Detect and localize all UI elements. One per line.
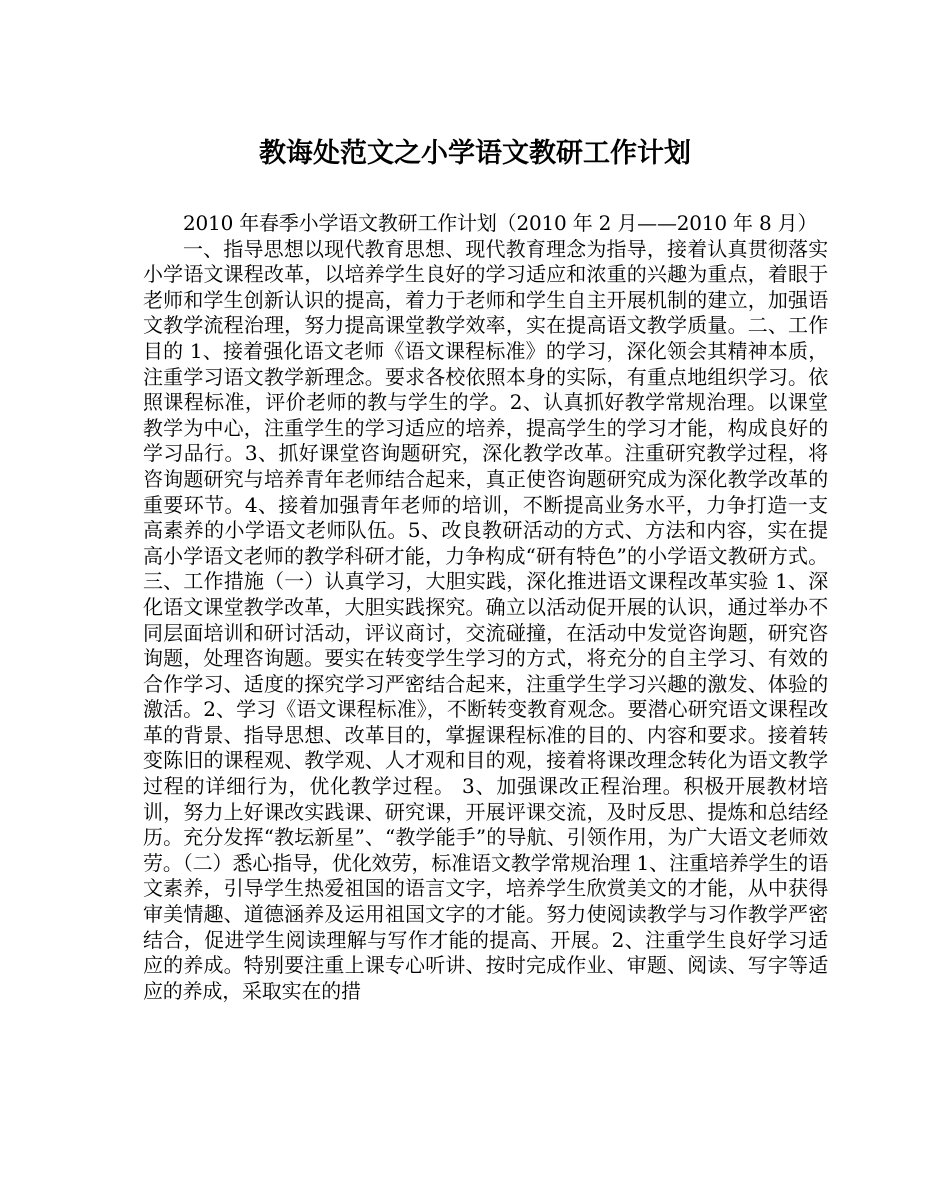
body-paragraph: 一、指导思想以现代教育思想、现代教育理念为指导，接着认真贯彻落实小学语文课程改革，以培养学生良好的学习适应和浓重的兴趣为重点，着眼于老师和学生创新认识的提高，着力于老师和学生自主开展机制的建立，加强语文教学流程治理，努力提高课堂教学效率，实在提高语文教学质量。二、工作目的 1、接着强化语文老师《语文课程标准》的学习，深化领会其精神本质，注重学习语文教学新理念。要求各校依照本身的实际，有重点地组织学习。依照课程标准，评价老师的教与学生的学。2、认真抓好教学常规治理。以课堂教学为中心，注重学生的学习适应的培养，提高学生的学习才能，构成良好的学习品行。3、抓好课堂咨询题研究，深化教学改革。注重研究教学过程，将咨询题研究与培养青年老师结合起来，真正使咨询题研究成为深化教学改革的重要环节。4、接着加强青年老师的培训，不断提高业务水平，力争打造一支高素养的小学语文老师队伍。5、改良教研活动的方式、方法和内容，实在提高小学语文老师的教学科研才能，力争构成“研有特色”的小学语文教研方式。三、工作措施（一）认真学习，大胆实践，深化推进语文课程改革实验 1、深化语文课堂教学改革，大胆实践探究。确立以活动促开展的认识，通过举办不同层面培训和研讨活动，评议商讨，交流碰撞，在活动中发觉咨询题，研究咨询题，处理咨询题。要实在转变学生学习的方式，将充分的自主学习、有效的合作学习、适度的探究学习严密结合起来，注重学生学习兴趣的激发、体验的激活。2、学习《语文课程标准》，不断转变教育观念。要潜心研究语文课程改革的背景、指导思想、改革目的，掌握课程标准的目的、内容和要求。接着转变陈旧的课程观、教学观、人才观和目的观，接着将课改理念转化为语文教学过程的详细行为，优化教学过程。 3、加强课改正程治理。积极开展教材培训，努力上好课改实践课、研究课，开展评课交流，及时反思、提炼和总结经历。充分发挥“教坛新星”、“教学能手”的导航、引领作用，为广大语文老师效劳。（二）悉心指导，优化效劳，标准语文教学常规治理 1、注重培养学生的语文素养，引导学生热爱祖国的语言文字，培养学生欣赏美文的才能，从中获得审美情趣、道德涵养及运用祖国文字的才能。努力使阅读教学与习作教学严密结合，促进学生阅读理解与写作才能的提高、开展。2、注重学生良好学习适应的养成。特别要注重上课专心听讲、按时完成作业、审题、阅读、写字等适应的养成，采取实在的措 (143, 236, 828, 1003)
heading-paragraph: 2010 年春季小学语文教研工作计划（2010 年 2 月——2010 年 8 月） (183, 211, 818, 235)
document-title: 教诲处范文之小学语文教研工作计划 (259, 138, 691, 169)
document-body (143, 211, 828, 1004)
